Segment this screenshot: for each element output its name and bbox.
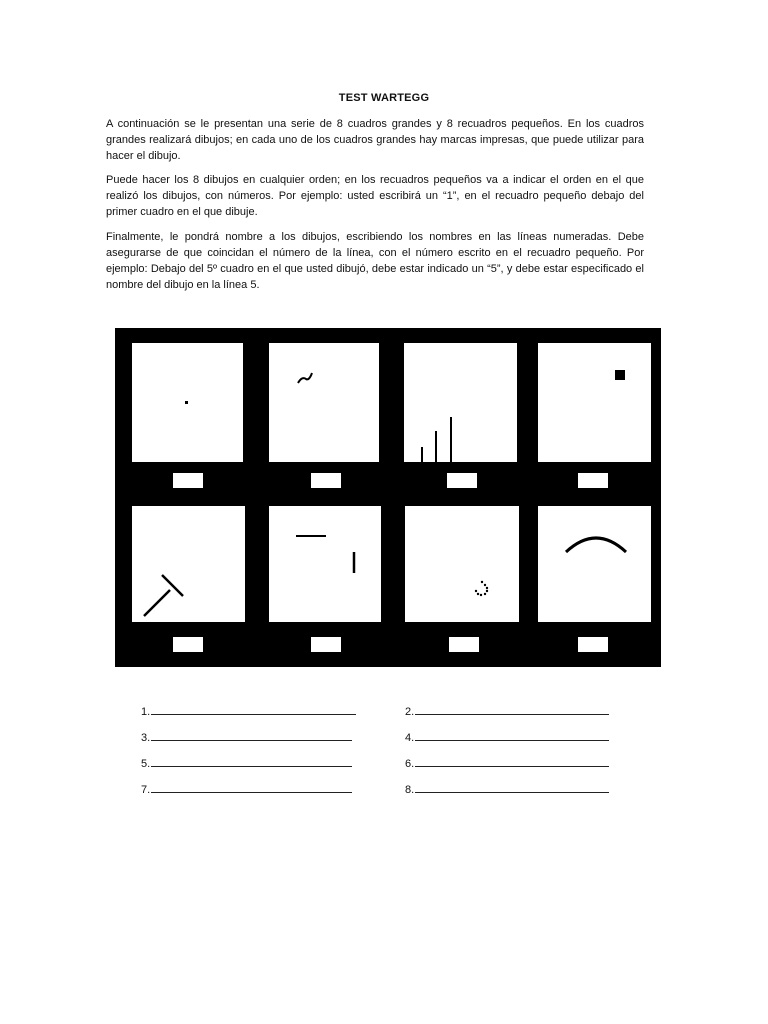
order-box-8[interactable] — [578, 637, 608, 652]
line-number: 8. — [405, 784, 415, 796]
dot-stimulus — [132, 343, 243, 462]
write-line[interactable] — [151, 730, 352, 741]
line-number: 2. — [405, 706, 415, 718]
drawing-box-7[interactable] — [405, 506, 519, 622]
write-line[interactable] — [151, 782, 352, 793]
perpendicular-lines-stimulus — [269, 506, 381, 622]
line-number: 4. — [405, 732, 415, 744]
instructions-paragraph-1: A continuación se le presentan una serie de 8 cuadros grandes y 8 recuadros pequeños. En los cuadros grandes realizará dibujos; en cada uno de los cuadros grandes hay marcas impresas, que puede utilizar para hacer el dibujo. — [106, 118, 644, 162]
square-stimulus — [538, 343, 651, 462]
answer-line-3[interactable] — [141, 730, 352, 744]
write-line[interactable] — [151, 704, 356, 715]
line-number: 6. — [405, 758, 415, 770]
drawing-box-8[interactable] — [538, 506, 651, 622]
write-line[interactable] — [415, 704, 609, 715]
line-number: 1. — [141, 706, 151, 718]
order-box-7[interactable] — [449, 637, 479, 652]
line-number: 7. — [141, 784, 151, 796]
dotted-arc-stimulus — [405, 506, 519, 622]
wartegg-test-panel — [115, 328, 661, 667]
drawing-box-4[interactable] — [538, 343, 651, 462]
drawing-box-5[interactable] — [132, 506, 245, 622]
answer-line-2[interactable] — [405, 704, 609, 718]
write-line[interactable] — [415, 782, 609, 793]
page-title: TEST WARTEGG — [338, 92, 430, 104]
order-box-1[interactable] — [173, 473, 203, 488]
write-line[interactable] — [415, 756, 609, 767]
order-box-3[interactable] — [447, 473, 477, 488]
instructions-paragraph-3: Finalmente, le pondrá nombre a los dibujos, escribiendo los nombres en las líneas numeradas. Debe asegurarse de que coincidan el número de la línea, con el número escrito en el recuadro pequeño. Por ejemplo: Debajo del 5º cuadro en el que usted dibujó, debe estar indicado un “5”, y debe estar especificado el nombre del dibujo en la línea 5. — [106, 231, 644, 291]
answer-line-8[interactable] — [405, 782, 609, 796]
ascending-lines-stimulus — [404, 343, 517, 462]
line-number: 5. — [141, 758, 151, 770]
answer-line-6[interactable] — [405, 756, 609, 770]
order-box-4[interactable] — [578, 473, 608, 488]
answer-line-1[interactable] — [141, 704, 356, 718]
answer-line-5[interactable] — [141, 756, 352, 770]
order-box-5[interactable] — [173, 637, 203, 652]
answer-line-7[interactable] — [141, 782, 352, 796]
line-number: 3. — [141, 732, 151, 744]
drawing-box-2[interactable] — [269, 343, 379, 462]
write-line[interactable] — [151, 756, 352, 767]
diagonal-lines-stimulus — [132, 506, 245, 622]
order-box-6[interactable] — [311, 637, 341, 652]
drawing-box-6[interactable] — [269, 506, 381, 622]
instructions-paragraph-2: Puede hacer los 8 dibujos en cualquier orden; en los recuadros pequeños va a indicar el orden en el que realizó los dibujos, con números. Por ejemplo: usted escribirá un “1”, en el recuadro pequeño debajo del primer cuadro en el que dibuje. — [106, 174, 644, 218]
curved-arc-stimulus — [538, 506, 651, 622]
write-line[interactable] — [415, 730, 609, 741]
order-box-2[interactable] — [311, 473, 341, 488]
answer-line-4[interactable] — [405, 730, 609, 744]
drawing-box-3[interactable] — [404, 343, 517, 462]
drawing-box-1[interactable] — [132, 343, 243, 462]
wavy-line-stimulus — [269, 343, 379, 462]
